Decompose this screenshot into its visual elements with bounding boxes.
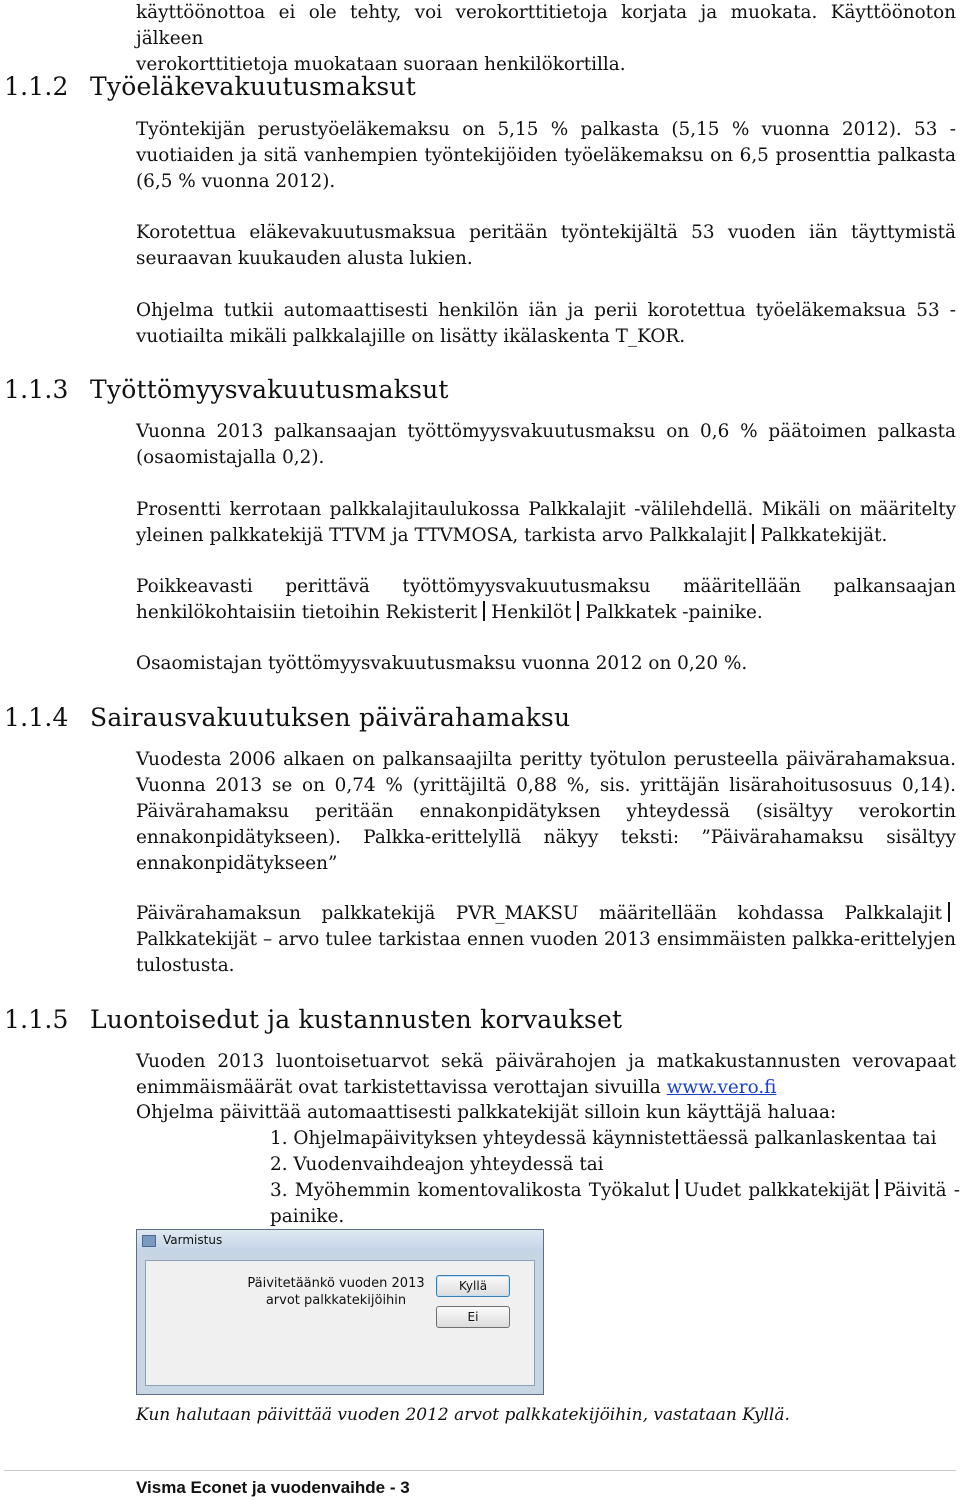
dialog-title: Varmistus xyxy=(163,1233,223,1247)
section-title: Työeläkevakuutusmaksut xyxy=(90,72,416,101)
paragraph-text: Prosentti kerrotaan palkkalajitaulukossa Palkkalajit -välilehdellä. Mikäli on määritelty yleinen palkkatekijä TTVM ja TTVMOSA, tarkista arvo Palkkalajit xyxy=(136,499,956,546)
paragraph: Työntekijän perustyöeläkemaksu on 5,15 % palkasta (5,15 % vuonna 2012). 53 - vuotiaiden ja sitä vanhempien työntekijöiden työeläkemaksu on 6,5 prosenttia palkasta (6,5 % vuonna 2012). xyxy=(136,119,956,192)
window-icon xyxy=(142,1235,156,1247)
menu-separator xyxy=(577,601,579,621)
paragraph-text: Poikkeavasti perittävä työttömyysvakuutusmaksu määritellään palkansaajan henkilökohtaisiin tietoihin Rekisterit xyxy=(136,576,956,623)
section-title: Luontoisedut ja kustannusten korvaukset xyxy=(90,1005,623,1034)
page-footer: Visma Econet ja vuodenvaihde - 3 xyxy=(136,1478,410,1497)
menu-separator xyxy=(876,1179,878,1199)
paragraph-text: Palkkatekijät. xyxy=(760,525,888,546)
figure-caption: Kun halutaan päivittää vuoden 2012 arvot palkkatekijöihin, vastataan Kyllä. xyxy=(136,1405,790,1425)
paragraph-text: Päivärahamaksun palkkatekijä PVR_MAKSU määritellään kohdassa Palkkalajit xyxy=(136,903,942,924)
list-item: 1. Ohjelmapäivityksen yhteydessä käynnistettäessä palkanlaskentaa tai xyxy=(270,1128,937,1149)
confirmation-dialog xyxy=(136,1229,544,1395)
section-title: Työttömyysvakuutusmaksut xyxy=(90,375,449,404)
paragraph: Ohjelma päivittää automaattisesti palkkatekijät silloin kun käyttäjä haluaa: xyxy=(136,1102,837,1123)
intro-line-2: verokorttitietoja muokataan suoraan henkilökortilla. xyxy=(136,54,626,75)
paragraph-text: Vuoden 2013 luontoisetuarvot sekä päivärahojen ja matkakustannusten verovapaat enimmäismäärät ovat tarkistettavissa verottajan sivuilla xyxy=(136,1051,956,1098)
list-item xyxy=(270,1178,960,1230)
section-heading-1-1-2 xyxy=(4,72,416,101)
footer-divider xyxy=(4,1470,956,1471)
dialog-message xyxy=(246,1275,426,1309)
menu-separator xyxy=(752,524,754,544)
paragraph-text: Palkkatekijät – arvo tulee tarkistaa ennen vuoden 2013 ensimmäisten palkka-erittelyjen tulostusta. xyxy=(136,929,956,976)
vero-link[interactable]: www.vero.fi xyxy=(666,1077,777,1098)
section-heading-1-1-5 xyxy=(4,1005,622,1034)
section-heading-1-1-4 xyxy=(4,703,570,732)
list-item: 2. Vuodenvaihdeajon yhteydessä tai xyxy=(270,1154,604,1175)
section-number: 1.1.3 xyxy=(4,375,69,404)
paragraph-text: Henkilöt xyxy=(491,602,572,623)
dialog-message-line-1: Päivitetäänkö vuoden 2013 xyxy=(247,1276,425,1291)
no-button[interactable]: Ei xyxy=(436,1306,510,1328)
intro-line-1: käyttöönottoa ei ole tehty, voi verokorttitietoja korjata ja muokata. Käyttöönoton jälkeen xyxy=(136,2,956,49)
section-number: 1.1.4 xyxy=(4,703,69,732)
dialog-body xyxy=(145,1260,535,1386)
list-item-text: Uudet palkkatekijät xyxy=(683,1180,870,1201)
list-item-text: Päivitä - painike. xyxy=(270,1180,960,1227)
paragraph xyxy=(136,574,956,626)
dialog-message-line-2: arvot palkkatekijöihin xyxy=(265,1293,407,1308)
section-title: Sairausvakuutuksen päivärahamaksu xyxy=(90,703,571,732)
paragraph xyxy=(136,1049,956,1101)
list-item-text: 3. Myöhemmin komentovalikosta Työkalut xyxy=(270,1180,670,1201)
menu-separator xyxy=(676,1179,678,1199)
paragraph: Korotettua eläkevakuutusmaksua peritään työntekijältä 53 vuoden iän täyttymistä seuraavan kuukauden alusta lukien. xyxy=(136,222,956,269)
dialog-title-bar xyxy=(137,1230,543,1252)
paragraph-text: Palkkatek -painike. xyxy=(585,602,763,623)
paragraph xyxy=(136,901,956,979)
paragraph xyxy=(136,497,956,549)
menu-separator xyxy=(483,601,485,621)
paragraph: Osaomistajan työttömyysvakuutusmaksu vuonna 2012 on 0,20 %. xyxy=(136,653,748,674)
paragraph: Vuodesta 2006 alkaen on palkansaajilta peritty työtulon perusteella päivärahamaksua. Vuonna 2013 se on 0,74 % (yrittäjiltä 0,88 %, sis. yrittäjän lisärahoitusosuus 0,14). Päivärahamaksu peritään ennakonpidätyksen yhteydessä (sisältyy verokortin ennakonpidätykseen). Palkka-erittelyllä näkyy teksti: ”Päivärahamaksu sisältyy ennakonpidätykseen” xyxy=(136,749,956,874)
section-number: 1.1.2 xyxy=(4,72,69,101)
section-heading-1-1-3 xyxy=(4,375,449,404)
paragraph: Ohjelma tutkii automaattisesti henkilön iän ja perii korotettua työeläkemaksua 53 - vuotiailta mikäli palkkalajille on lisätty ikälaskenta T_KOR. xyxy=(136,300,956,347)
intro-paragraph xyxy=(136,0,956,78)
section-number: 1.1.5 xyxy=(4,1005,69,1034)
paragraph: Vuonna 2013 palkansaajan työttömyysvakuutusmaksu on 0,6 % päätoimen palkasta (osaomistajalla 0,2). xyxy=(136,421,956,468)
menu-separator xyxy=(948,902,950,922)
yes-button[interactable]: Kyllä xyxy=(436,1275,510,1297)
